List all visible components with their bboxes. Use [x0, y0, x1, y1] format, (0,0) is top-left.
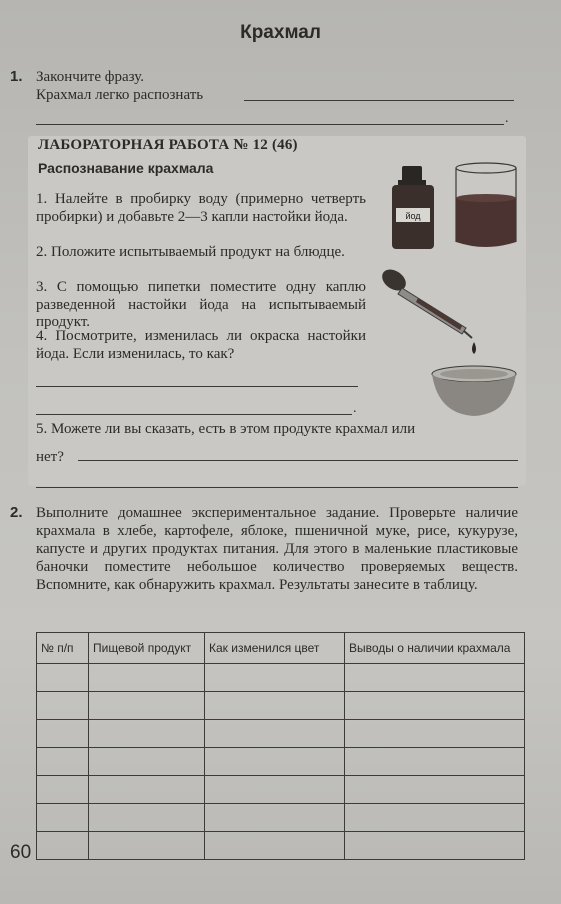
lab-step-5-continued: нет?: [36, 449, 64, 465]
table-cell[interactable]: [89, 804, 205, 832]
task2-number: 2.: [10, 504, 23, 521]
table-row: [37, 692, 525, 720]
lab-step-5: 5. Можете ли вы сказать, есть в этом продукте крахмал или: [36, 421, 416, 437]
lab-heading: ЛАБОРАТОРНАЯ РАБОТА № 12 (46): [38, 137, 298, 153]
task1-answer-line-1[interactable]: [244, 100, 514, 101]
table-cell[interactable]: [37, 776, 89, 804]
task1-number: 1.: [10, 68, 23, 85]
table-row: [37, 664, 525, 692]
table-cell[interactable]: [37, 748, 89, 776]
lab-step5-answer-line-1[interactable]: [78, 460, 518, 461]
lab-step-2: 2. Положите испытываемый продукт на блюдце.: [36, 244, 345, 260]
table-cell[interactable]: [345, 832, 525, 860]
table-cell[interactable]: [345, 776, 525, 804]
lab-step4-answer-line-1[interactable]: [36, 386, 358, 387]
table-body: [37, 664, 525, 860]
lab-step-3: 3. С помощью пипетки поместите одну каплю разведенной настойки йода на испытываемый продукт.: [36, 279, 366, 330]
table-cell[interactable]: [345, 748, 525, 776]
table-cell[interactable]: [345, 720, 525, 748]
lab-step-4: 4. Посмотрите, изменилась ли окраска настойки йода. Если изменилась, то как?: [36, 328, 366, 362]
header-starch-conclusion: Выводы о наличии крахмала: [345, 633, 525, 664]
task1-phrase: Крахмал легко распознать: [36, 87, 204, 103]
task1-period: .: [505, 111, 509, 126]
table-cell[interactable]: [37, 804, 89, 832]
table-cell[interactable]: [205, 776, 345, 804]
table-cell[interactable]: [89, 692, 205, 720]
lab-subheading: Распознавание крахмала: [38, 160, 214, 176]
task1-answer-line-2[interactable]: [36, 124, 504, 125]
table-header-row: [37, 633, 525, 664]
table-cell[interactable]: [37, 720, 89, 748]
table-row: [37, 776, 525, 804]
table-row: [37, 720, 525, 748]
bottle-label: йод: [405, 211, 421, 221]
lab-step4-answer-line-2[interactable]: [36, 414, 352, 415]
table-cell[interactable]: [89, 832, 205, 860]
table-cell[interactable]: [89, 776, 205, 804]
task2-text: Выполните домашнее экспериментальное задание. Проверьте наличие крахмала в хлебе, картофеле, яблоке, пшеничной муке, рисе, кукурузе, капусте и других продуктах питания. Для этого в маленькие пластиковые баночки поместите небольшое количество проверяемых веществ. Вспомните, как обнаружить крахмал. Результаты занесите в таблицу.: [36, 505, 518, 593]
page-title: Крахмал: [240, 22, 321, 43]
lab-step5-answer-line-2[interactable]: [36, 487, 518, 488]
table-cell[interactable]: [205, 692, 345, 720]
lab-step4-period: .: [353, 401, 357, 416]
table-cell[interactable]: [345, 692, 525, 720]
page-number: 60: [10, 842, 32, 863]
table-cell[interactable]: [205, 832, 345, 860]
table-row: [37, 804, 525, 832]
header-number: № п/п: [37, 633, 89, 664]
header-color-change: Как изменился цвет: [205, 633, 345, 664]
table-cell[interactable]: [37, 692, 89, 720]
table-cell[interactable]: [89, 720, 205, 748]
table-cell[interactable]: [37, 832, 89, 860]
table-cell[interactable]: [205, 748, 345, 776]
pipette-icon: [378, 266, 490, 358]
glass-jar-icon: [452, 160, 524, 255]
table-row: [37, 832, 525, 860]
table-cell[interactable]: [205, 664, 345, 692]
table-cell[interactable]: [345, 664, 525, 692]
results-table: [36, 632, 525, 860]
table-cell[interactable]: [205, 804, 345, 832]
table-cell[interactable]: [37, 664, 89, 692]
task1-instruction: Закончите фразу.: [36, 69, 144, 85]
table-cell[interactable]: [89, 748, 205, 776]
header-product: Пищевой продукт: [89, 633, 205, 664]
bowl-icon: [428, 362, 520, 422]
table-cell[interactable]: [345, 804, 525, 832]
table-cell[interactable]: [89, 664, 205, 692]
table-row: [37, 748, 525, 776]
table-cell[interactable]: [205, 720, 345, 748]
lab-step-1: 1. Налейте в пробирку воду (примерно четверть пробирки) и добавьте 2—3 капли настойки йода.: [36, 191, 366, 225]
